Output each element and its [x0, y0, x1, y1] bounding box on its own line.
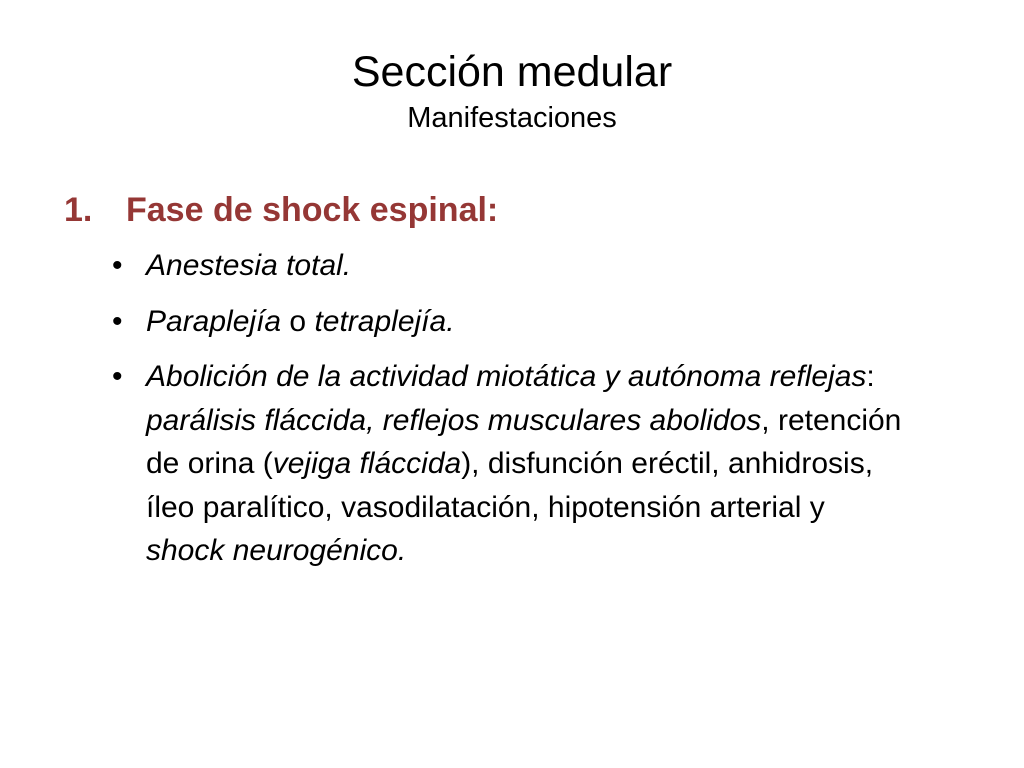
bullet-text [146, 355, 906, 573]
bullet-run: Paraplejía [146, 304, 282, 338]
bullet-run: Anestesia total. [146, 249, 352, 282]
slide-subtitle: Manifestaciones [407, 102, 617, 134]
section-heading-text: Fase de shock espinal: [126, 191, 499, 229]
bullet-run: ), disfunción eréctil, anhidrosis, íleo paralítico, vasodilatación, hipotensión arterial y [146, 447, 874, 524]
bullet-item [64, 300, 964, 344]
bullet-item [64, 244, 964, 288]
bullet-list [64, 244, 964, 573]
bullet-marker: • [112, 304, 123, 338]
section-number: 1. [64, 191, 93, 229]
title-block [0, 44, 1024, 136]
bullet-marker: • [112, 249, 123, 282]
bullet-run: : [866, 360, 875, 393]
bullet-run: parálisis fláccida, reflejos musculares abolidos [146, 403, 762, 437]
bullet-run: tetraplejía. [314, 304, 455, 338]
bullet-run: Abolición de la actividad miotática y autónoma reflejas [146, 360, 867, 393]
bullet-run: shock neurogénico. [146, 534, 407, 567]
bullet-item [64, 355, 964, 573]
bullet-text [146, 244, 906, 288]
bullet-run: vejiga fláccida [272, 447, 462, 480]
bullet-marker: • [112, 360, 123, 393]
slide-body [64, 186, 964, 585]
slide-title: Sección medular [351, 48, 673, 96]
section-heading [64, 186, 964, 234]
bullet-text [146, 300, 906, 344]
bullet-run: , retención de orina ( [146, 403, 902, 480]
bullet-run: o [281, 304, 315, 338]
